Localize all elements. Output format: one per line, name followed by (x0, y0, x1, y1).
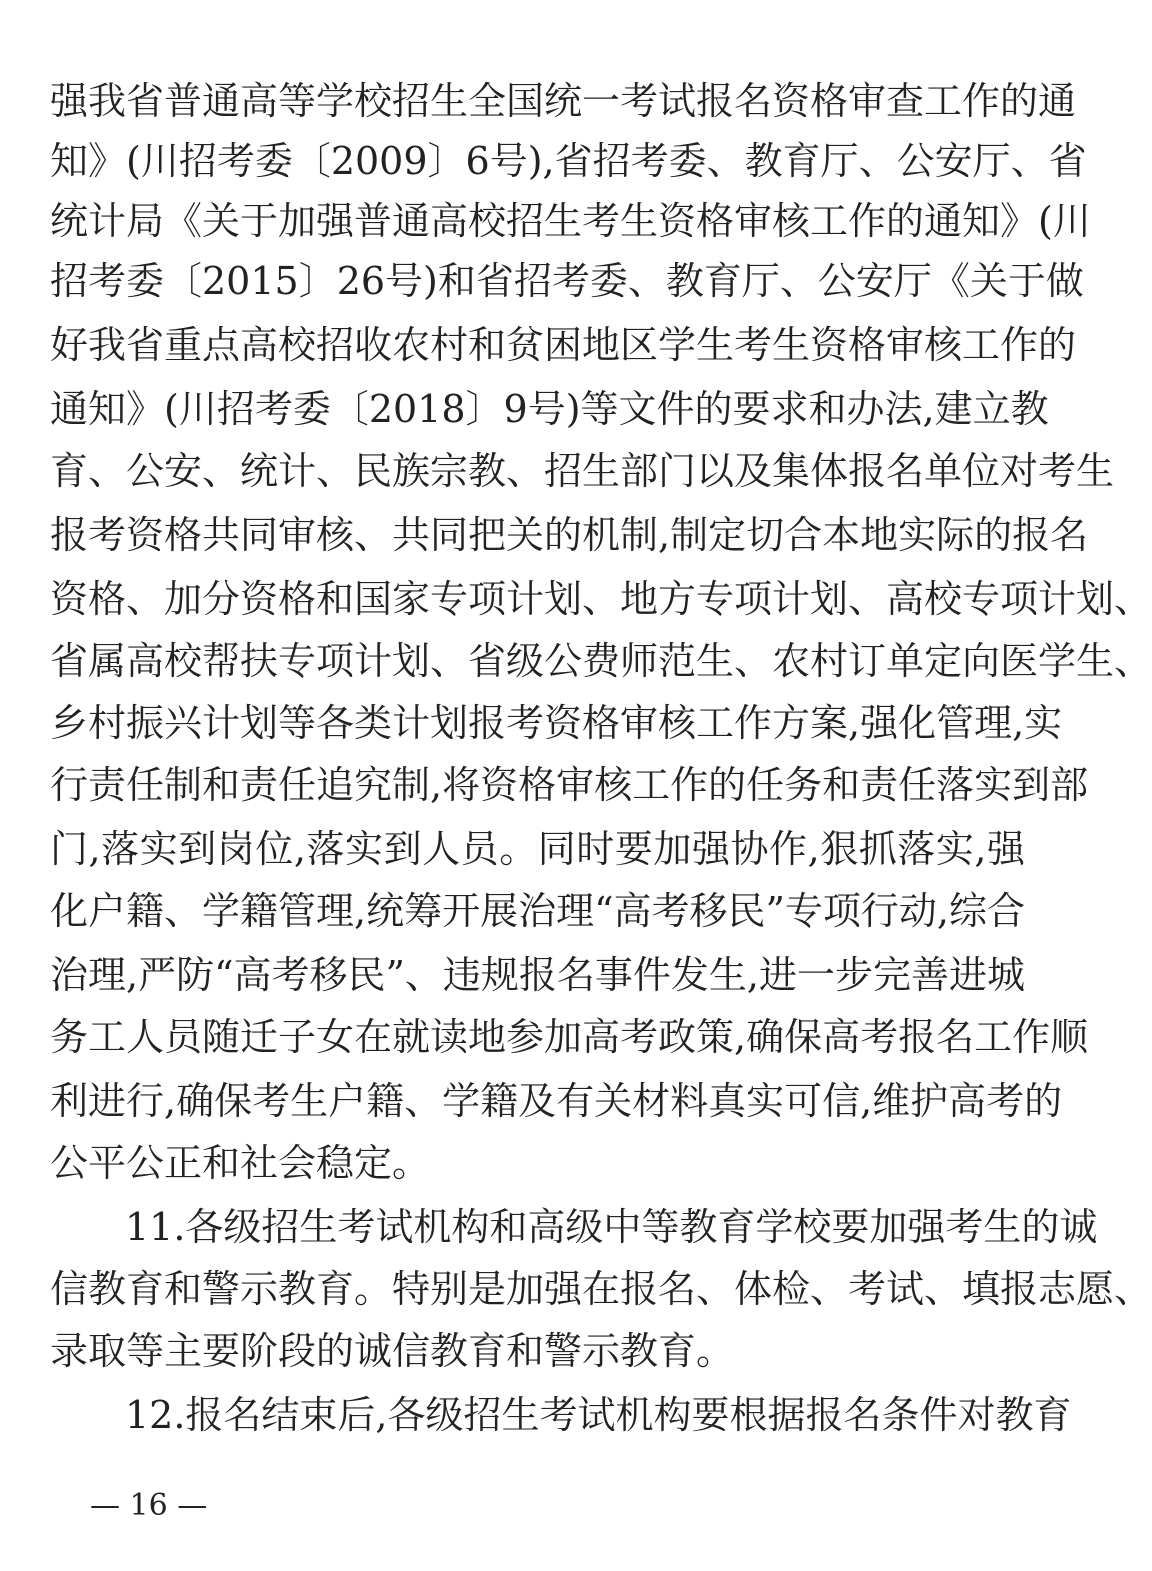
text-line: 知》(川招考委〔2009〕6号),省招考委、教育厅、公安厅、省 (50, 139, 1087, 183)
text-line: 好我省重点高校招收农村和贫困地区学生考生资格审核工作的 (50, 323, 1077, 367)
text-line: 通知》(川招考委〔2018〕9号)等文件的要求和办法,建立教 (50, 387, 1049, 431)
text-line: 招考委〔2015〕26号)和省招考委、教育厅、公安厅《关于做 (50, 259, 1084, 303)
text-line: 利进行,确保考生户籍、学籍及有关材料真实可信,维护高考的 (50, 1079, 1063, 1123)
text-line: 乡村振兴计划等各类计划报考资格审核工作方案,强化管理,实 (50, 701, 1063, 745)
text-line: 信教育和警示教育。特别是加强在报名、体检、考试、填报志愿、 (50, 1267, 1152, 1311)
text-line: 报考资格共同审核、共同把关的机制,制定切合本地实际的报名 (50, 513, 1089, 557)
text-line: 11.各级招生考试机构和高级中等教育学校要加强考生的诚 (125, 1205, 1098, 1249)
text-line: 强我省普通高等学校招生全国统一考试报名资格审查工作的通 (50, 79, 1077, 123)
text-line: 行责任制和责任追究制,将资格审核工作的任务和责任落实到部 (50, 763, 1089, 807)
text-line: 录取等主要阶段的诚信教育和警示教育。 (50, 1329, 735, 1373)
text-line: 统计局《关于加强普通高校招生考生资格审核工作的通知》(川 (50, 199, 1091, 243)
text-line: 门,落实到岗位,落实到人员。同时要加强协作,狠抓落实,强 (50, 827, 1025, 871)
page-number: — 16 — (90, 1488, 208, 1523)
text-line: 12.报名结束后,各级招生考试机构要根据报名条件对教育 (125, 1393, 1072, 1437)
text-line: 务工人员随迁子女在就读地参加高考政策,确保高考报名工作顺 (50, 1015, 1089, 1059)
text-line: 公平公正和社会稳定。 (50, 1141, 431, 1185)
text-line: 育、公安、统计、民族宗教、招生部门以及集体报名单位对考生 (50, 449, 1115, 493)
text-line: 省属高校帮扶专项计划、省级公费师范生、农村订单定向医学生、 (50, 639, 1152, 683)
text-line: 化户籍、学籍管理,统筹开展治理“高考移民”专项行动,综合 (50, 889, 1026, 933)
text-line: 治理,严防“高考移民”、违规报名事件发生,进一步完善进城 (50, 953, 1026, 997)
text-line: 资格、加分资格和国家专项计划、地方专项计划、高校专项计划、 (50, 577, 1152, 621)
